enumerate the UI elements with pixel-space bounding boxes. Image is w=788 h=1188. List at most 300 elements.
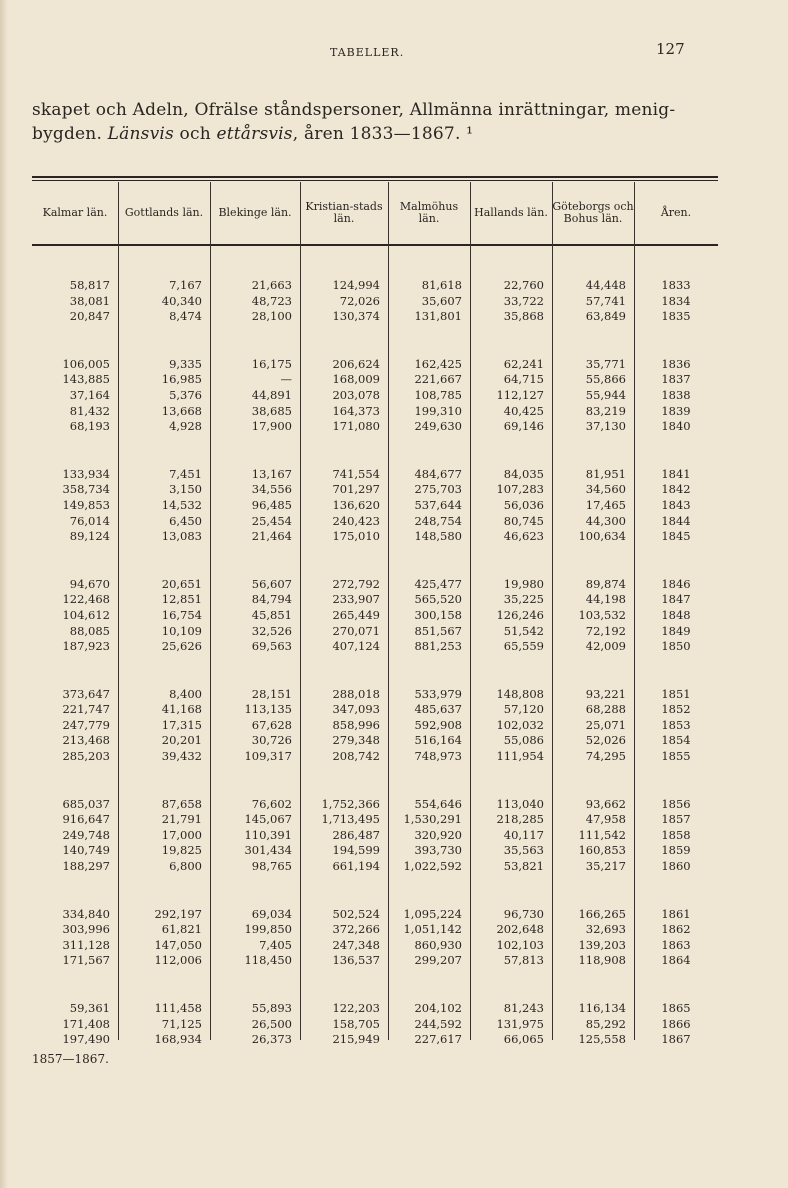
cell-gottland: 16,985 bbox=[161, 372, 202, 387]
cell-goteborg: 55,944 bbox=[585, 387, 626, 402]
cell-malmohus: 108,785 bbox=[414, 387, 462, 402]
table-row bbox=[32, 702, 718, 718]
cell-blekinge: 17,900 bbox=[251, 419, 292, 434]
cell-kristianstad: 286,487 bbox=[332, 827, 380, 842]
table-row bbox=[32, 859, 718, 875]
column-header-malmohus: Malmöhus län. bbox=[399, 200, 459, 225]
cell-kristianstad: 215,949 bbox=[332, 1032, 380, 1047]
cell-kalmar: 249,748 bbox=[62, 827, 110, 842]
cell-malmohus: 204,102 bbox=[414, 1001, 462, 1015]
cell-halland: 65,559 bbox=[503, 639, 544, 654]
cell-halland: 55,086 bbox=[503, 733, 544, 748]
cell-year: 1846 bbox=[661, 576, 691, 591]
table-row bbox=[32, 577, 718, 593]
cell-malmohus: 1,530,291 bbox=[403, 812, 462, 827]
cell-halland: 81,243 bbox=[503, 1001, 544, 1015]
cell-kristianstad: 372,266 bbox=[332, 922, 380, 937]
cell-gottland: 12,851 bbox=[161, 592, 202, 607]
cell-kalmar: 213,468 bbox=[62, 733, 110, 748]
cell-kristianstad: 72,026 bbox=[339, 293, 380, 308]
cell-gottland: 8,474 bbox=[169, 309, 202, 324]
caption-line-2: bygden. Länsvis och ettårsvis, åren 1833—1867. ¹ bbox=[32, 124, 474, 144]
table-row bbox=[32, 592, 718, 608]
cell-halland: 57,813 bbox=[503, 953, 544, 968]
cell-kristianstad: 124,994 bbox=[332, 278, 380, 292]
cell-kalmar: 171,567 bbox=[62, 953, 110, 968]
cell-blekinge: 301,434 bbox=[244, 843, 292, 858]
cell-kalmar: 303,996 bbox=[62, 922, 110, 937]
cell-gottland: 168,934 bbox=[154, 1032, 202, 1047]
cell-year: 1850 bbox=[661, 639, 691, 654]
cell-goteborg: 55,866 bbox=[585, 372, 626, 387]
table-row bbox=[32, 294, 718, 310]
table-row bbox=[32, 733, 718, 749]
cell-kristianstad: 122,203 bbox=[332, 1001, 380, 1015]
cell-year: 1843 bbox=[661, 497, 691, 512]
cell-halland: 113,040 bbox=[496, 796, 544, 811]
table-row bbox=[32, 419, 718, 435]
cell-kristianstad: 175,010 bbox=[332, 529, 380, 544]
cell-blekinge: 69,563 bbox=[251, 639, 292, 654]
cell-blekinge: 38,685 bbox=[251, 403, 292, 418]
cell-year: 1834 bbox=[661, 293, 691, 308]
cell-goteborg: 93,221 bbox=[585, 686, 626, 701]
table-row bbox=[32, 467, 718, 483]
cell-malmohus: 1,051,142 bbox=[403, 922, 462, 937]
column-header-kristianstad: Kristian-stads län. bbox=[305, 200, 383, 225]
cell-kristianstad: 130,374 bbox=[332, 309, 380, 324]
cell-kalmar: 373,647 bbox=[62, 686, 110, 701]
cell-goteborg: 72,192 bbox=[585, 623, 626, 638]
cell-kalmar: 88,085 bbox=[69, 623, 110, 638]
table-row bbox=[32, 1032, 718, 1048]
row-group bbox=[32, 357, 718, 435]
cell-goteborg: 44,198 bbox=[585, 592, 626, 607]
cell-malmohus: 300,158 bbox=[414, 607, 462, 622]
cell-halland: 218,285 bbox=[496, 812, 544, 827]
cell-halland: 102,103 bbox=[496, 937, 544, 952]
cell-goteborg: 83,219 bbox=[585, 403, 626, 418]
cell-year: 1856 bbox=[661, 796, 691, 811]
cell-kristianstad: 661,194 bbox=[332, 859, 380, 874]
cell-malmohus: 1,095,224 bbox=[403, 906, 462, 921]
cell-year: 1841 bbox=[661, 466, 691, 481]
cell-year: 1855 bbox=[661, 749, 691, 764]
cell-gottland: 13,668 bbox=[161, 403, 202, 418]
cell-kalmar: 358,734 bbox=[62, 482, 110, 497]
cell-halland: 102,032 bbox=[496, 717, 544, 732]
page-edge bbox=[0, 0, 8, 1188]
cell-kalmar: 76,014 bbox=[69, 513, 110, 528]
cell-malmohus: 249,630 bbox=[414, 419, 462, 434]
cell-blekinge: 26,500 bbox=[251, 1016, 292, 1031]
cell-goteborg: 89,874 bbox=[585, 576, 626, 591]
cell-kristianstad: 240,423 bbox=[332, 513, 380, 528]
cell-goteborg: 35,771 bbox=[585, 356, 626, 371]
cell-year: 1849 bbox=[661, 623, 691, 638]
column-header-blekinge: Blekinge län. bbox=[218, 206, 292, 219]
cell-kristianstad: 407,124 bbox=[332, 639, 380, 654]
cell-goteborg: 44,448 bbox=[585, 278, 626, 292]
cell-gottland: 20,201 bbox=[161, 733, 202, 748]
cell-blekinge: 16,175 bbox=[251, 356, 292, 371]
cell-gottland: 292,197 bbox=[154, 906, 202, 921]
cell-gottland: 6,800 bbox=[169, 859, 202, 874]
cell-blekinge: 30,726 bbox=[251, 733, 292, 748]
cell-year: 1833 bbox=[661, 278, 691, 292]
cell-halland: 111,954 bbox=[496, 749, 544, 764]
cell-year: 1835 bbox=[661, 309, 691, 324]
cell-malmohus: 592,908 bbox=[414, 717, 462, 732]
cell-gottland: 147,050 bbox=[154, 937, 202, 952]
cell-kalmar: 106,005 bbox=[62, 356, 110, 371]
cell-blekinge: 26,373 bbox=[251, 1032, 292, 1047]
table-row bbox=[32, 938, 718, 954]
cell-malmohus: 199,310 bbox=[414, 403, 462, 418]
cell-kristianstad: 168,009 bbox=[332, 372, 380, 387]
table-row bbox=[32, 843, 718, 859]
cell-gottland: 20,651 bbox=[161, 576, 202, 591]
cell-blekinge: 32,526 bbox=[251, 623, 292, 638]
data-table bbox=[32, 278, 718, 1080]
cell-blekinge: 118,450 bbox=[244, 953, 292, 968]
cell-gottland: 10,109 bbox=[161, 623, 202, 638]
cell-blekinge: 45,851 bbox=[251, 607, 292, 622]
cell-year: 1836 bbox=[661, 356, 691, 371]
cell-halland: 107,283 bbox=[496, 482, 544, 497]
cell-goteborg: 139,203 bbox=[578, 937, 626, 952]
cell-halland: 40,117 bbox=[503, 827, 544, 842]
cell-halland: 112,127 bbox=[496, 387, 544, 402]
cell-kalmar: 81,432 bbox=[69, 403, 110, 418]
cell-gottland: 7,167 bbox=[169, 278, 202, 292]
cell-halland: 57,120 bbox=[503, 702, 544, 717]
cell-halland: 35,225 bbox=[503, 592, 544, 607]
cell-gottland: 87,658 bbox=[161, 796, 202, 811]
row-group bbox=[32, 1001, 718, 1048]
cell-blekinge: 69,034 bbox=[251, 906, 292, 921]
cell-malmohus: 554,646 bbox=[414, 796, 462, 811]
cell-halland: 62,241 bbox=[503, 356, 544, 371]
cell-year: 1859 bbox=[661, 843, 691, 858]
cell-blekinge: 28,151 bbox=[251, 686, 292, 701]
cell-kristianstad: 136,620 bbox=[332, 497, 380, 512]
cell-blekinge: 25,454 bbox=[251, 513, 292, 528]
table-row bbox=[32, 828, 718, 844]
cell-halland: 202,648 bbox=[496, 922, 544, 937]
cell-year: 1844 bbox=[661, 513, 691, 528]
cell-goteborg: 63,849 bbox=[585, 309, 626, 324]
cell-kristianstad: 270,071 bbox=[332, 623, 380, 638]
cell-halland: 69,146 bbox=[503, 419, 544, 434]
cell-kristianstad: 136,537 bbox=[332, 953, 380, 968]
cell-blekinge: 199,850 bbox=[244, 922, 292, 937]
cell-year: 1848 bbox=[661, 607, 691, 622]
table-top-rule-thin bbox=[32, 180, 718, 181]
running-title: TABELLER. bbox=[330, 46, 405, 59]
table-row bbox=[32, 718, 718, 734]
cell-gottland: 41,168 bbox=[161, 702, 202, 717]
cell-kalmar: 38,081 bbox=[69, 293, 110, 308]
cell-malmohus: 533,979 bbox=[414, 686, 462, 701]
table-top-rule bbox=[32, 176, 718, 178]
cell-blekinge: 21,464 bbox=[251, 529, 292, 544]
table-row bbox=[32, 687, 718, 703]
cell-gottland: 9,335 bbox=[169, 356, 202, 371]
cell-goteborg: 85,292 bbox=[585, 1016, 626, 1031]
cell-year: 1847 bbox=[661, 592, 691, 607]
cell-halland: 33,722 bbox=[503, 293, 544, 308]
cell-goteborg: 34,560 bbox=[585, 482, 626, 497]
cell-blekinge: 84,794 bbox=[251, 592, 292, 607]
cell-kristianstad: 701,297 bbox=[332, 482, 380, 497]
cell-year: 1851 bbox=[661, 686, 691, 701]
cell-malmohus: 425,477 bbox=[414, 576, 462, 591]
row-group bbox=[32, 467, 718, 545]
cell-kalmar: 20,847 bbox=[69, 309, 110, 324]
cell-goteborg: 52,026 bbox=[585, 733, 626, 748]
cell-blekinge: 96,485 bbox=[251, 497, 292, 512]
cell-kristianstad: 279,348 bbox=[332, 733, 380, 748]
cell-year: 1853 bbox=[661, 717, 691, 732]
column-header-goteborg: Göteborgs och Bohus län. bbox=[552, 200, 634, 225]
table-row bbox=[32, 482, 718, 498]
cell-kalmar: 149,853 bbox=[62, 497, 110, 512]
cell-malmohus: 221,667 bbox=[414, 372, 462, 387]
cell-malmohus: 881,253 bbox=[414, 639, 462, 654]
table-row bbox=[32, 812, 718, 828]
cell-kalmar: 140,749 bbox=[62, 843, 110, 858]
cell-year: 1845 bbox=[661, 529, 691, 544]
cell-halland: 96,730 bbox=[503, 906, 544, 921]
cell-year: 1838 bbox=[661, 387, 691, 402]
cell-gottland: 112,006 bbox=[154, 953, 202, 968]
table-row bbox=[32, 797, 718, 813]
cell-blekinge: 56,607 bbox=[251, 576, 292, 591]
cell-gottland: 13,083 bbox=[161, 529, 202, 544]
cell-year: 1840 bbox=[661, 419, 691, 434]
cell-year: 1857 bbox=[661, 812, 691, 827]
cell-goteborg: 25,071 bbox=[585, 717, 626, 732]
cell-gottland: 61,821 bbox=[161, 922, 202, 937]
cell-kalmar: 89,124 bbox=[69, 529, 110, 544]
cell-goteborg: 118,908 bbox=[578, 953, 626, 968]
cell-malmohus: 516,164 bbox=[414, 733, 462, 748]
cell-blekinge: 76,602 bbox=[251, 796, 292, 811]
cell-gottland: 14,532 bbox=[161, 497, 202, 512]
cell-kristianstad: 171,080 bbox=[332, 419, 380, 434]
cell-blekinge: 44,891 bbox=[251, 387, 292, 402]
cell-kristianstad: 247,348 bbox=[332, 937, 380, 952]
table-row bbox=[32, 278, 718, 294]
cell-malmohus: 320,920 bbox=[414, 827, 462, 842]
cell-gottland: 6,450 bbox=[169, 513, 202, 528]
cell-kalmar: 188,297 bbox=[62, 859, 110, 874]
cell-blekinge: 109,317 bbox=[244, 749, 292, 764]
cell-gottland: 7,451 bbox=[169, 466, 202, 481]
cell-kalmar: 37,164 bbox=[69, 387, 110, 402]
cell-blekinge: 110,391 bbox=[244, 827, 292, 842]
cell-year: 1866 bbox=[661, 1016, 691, 1031]
table-caption bbox=[32, 98, 732, 146]
cell-malmohus: 393,730 bbox=[414, 843, 462, 858]
cell-goteborg: 42,009 bbox=[585, 639, 626, 654]
cell-blekinge: 34,556 bbox=[251, 482, 292, 497]
cell-year: 1864 bbox=[661, 953, 691, 968]
cell-gottland: 16,754 bbox=[161, 607, 202, 622]
table-row bbox=[32, 514, 718, 530]
cell-kalmar: 94,670 bbox=[69, 576, 110, 591]
table-row bbox=[32, 404, 718, 420]
cell-goteborg: 37,130 bbox=[585, 419, 626, 434]
cell-kalmar: 247,779 bbox=[62, 717, 110, 732]
cell-kalmar: 334,840 bbox=[62, 906, 110, 921]
cell-gottland: 17,000 bbox=[161, 827, 202, 842]
cell-blekinge: 145,067 bbox=[244, 812, 292, 827]
cell-malmohus: 537,644 bbox=[414, 497, 462, 512]
table-row bbox=[32, 1017, 718, 1033]
cell-halland: 51,542 bbox=[503, 623, 544, 638]
cell-goteborg: 32,693 bbox=[585, 922, 626, 937]
cell-goteborg: 93,662 bbox=[585, 796, 626, 811]
cell-kalmar: 916,647 bbox=[62, 812, 110, 827]
cell-malmohus: 162,425 bbox=[414, 356, 462, 371]
column-header-kalmar: Kalmar län. bbox=[42, 206, 108, 219]
cell-halland: 148,808 bbox=[496, 686, 544, 701]
cell-gottland: 8,400 bbox=[169, 686, 202, 701]
cell-halland: 80,745 bbox=[503, 513, 544, 528]
cell-year: 1861 bbox=[661, 906, 691, 921]
cell-halland: 84,035 bbox=[503, 466, 544, 481]
cell-gottland: 25,626 bbox=[161, 639, 202, 654]
cell-kalmar: 171,408 bbox=[62, 1016, 110, 1031]
cell-kristianstad: 288,018 bbox=[332, 686, 380, 701]
cell-kristianstad: 203,078 bbox=[332, 387, 380, 402]
cell-blekinge: 55,893 bbox=[251, 1001, 292, 1015]
cell-kristianstad: 206,624 bbox=[332, 356, 380, 371]
cell-blekinge: 113,135 bbox=[244, 702, 292, 717]
table-row bbox=[32, 922, 718, 938]
cell-goteborg: 125,558 bbox=[578, 1032, 626, 1047]
cell-blekinge: 28,100 bbox=[251, 309, 292, 324]
cell-kalmar: 122,468 bbox=[62, 592, 110, 607]
cell-goteborg: 100,634 bbox=[578, 529, 626, 544]
cell-halland: 19,980 bbox=[503, 576, 544, 591]
column-header-gottland: Gottlands län. bbox=[124, 206, 204, 219]
cell-goteborg: 111,542 bbox=[578, 827, 626, 842]
row-group bbox=[32, 278, 718, 325]
cell-goteborg: 17,465 bbox=[585, 497, 626, 512]
cell-gottland: 4,928 bbox=[169, 419, 202, 434]
cell-kristianstad: 208,742 bbox=[332, 749, 380, 764]
cell-halland: 53,821 bbox=[503, 859, 544, 874]
cell-halland: 35,563 bbox=[503, 843, 544, 858]
cell-year: 1867 bbox=[661, 1032, 691, 1047]
cell-year: 1839 bbox=[661, 403, 691, 418]
cell-blekinge: — bbox=[280, 372, 292, 387]
cell-goteborg: 166,265 bbox=[578, 906, 626, 921]
column-header-year: Åren. bbox=[660, 206, 692, 219]
cell-blekinge: 98,765 bbox=[251, 859, 292, 874]
cell-kristianstad: 502,524 bbox=[332, 906, 380, 921]
cell-kalmar: 187,923 bbox=[62, 639, 110, 654]
cell-malmohus: 860,930 bbox=[414, 937, 462, 952]
cell-kalmar: 104,612 bbox=[62, 607, 110, 622]
cell-halland: 22,760 bbox=[503, 278, 544, 292]
cell-goteborg: 47,958 bbox=[585, 812, 626, 827]
cell-kristianstad: 164,373 bbox=[332, 403, 380, 418]
cell-year: 1865 bbox=[661, 1001, 691, 1015]
cell-kalmar: 221,747 bbox=[62, 702, 110, 717]
table-row bbox=[32, 639, 718, 655]
cell-blekinge: 21,663 bbox=[251, 278, 292, 292]
cell-gottland: 21,791 bbox=[161, 812, 202, 827]
cell-kristianstad: 347,093 bbox=[332, 702, 380, 717]
cell-halland: 64,715 bbox=[503, 372, 544, 387]
cell-malmohus: 227,617 bbox=[414, 1032, 462, 1047]
cell-year: 1852 bbox=[661, 702, 691, 717]
page-number: 127 bbox=[656, 40, 685, 58]
cell-halland: 40,425 bbox=[503, 403, 544, 418]
cell-kalmar: 311,128 bbox=[62, 937, 110, 952]
cell-blekinge: 48,723 bbox=[251, 293, 292, 308]
cell-halland: 35,868 bbox=[503, 309, 544, 324]
cell-kristianstad: 741,554 bbox=[332, 466, 380, 481]
cell-gottland: 111,458 bbox=[154, 1001, 202, 1015]
cell-year: 1860 bbox=[661, 859, 691, 874]
cell-goteborg: 160,853 bbox=[578, 843, 626, 858]
cell-gottland: 40,340 bbox=[161, 293, 202, 308]
cell-year: 1842 bbox=[661, 482, 691, 497]
cell-goteborg: 74,295 bbox=[585, 749, 626, 764]
table-row bbox=[32, 357, 718, 373]
footnote: 1857—1867. bbox=[32, 1052, 109, 1066]
cell-gottland: 39,432 bbox=[161, 749, 202, 764]
cell-malmohus: 35,607 bbox=[421, 293, 462, 308]
cell-kristianstad: 158,705 bbox=[332, 1016, 380, 1031]
cell-malmohus: 244,592 bbox=[414, 1016, 462, 1031]
cell-gottland: 5,376 bbox=[169, 387, 202, 402]
cell-halland: 126,246 bbox=[496, 607, 544, 622]
cell-malmohus: 148,580 bbox=[414, 529, 462, 544]
cell-goteborg: 57,741 bbox=[585, 293, 626, 308]
cell-year: 1837 bbox=[661, 372, 691, 387]
cell-year: 1862 bbox=[661, 922, 691, 937]
cell-malmohus: 299,207 bbox=[414, 953, 462, 968]
cell-gottland: 71,125 bbox=[161, 1016, 202, 1031]
cell-malmohus: 851,567 bbox=[414, 623, 462, 638]
cell-blekinge: 13,167 bbox=[251, 466, 292, 481]
cell-kalmar: 58,817 bbox=[69, 278, 110, 292]
cell-goteborg: 35,217 bbox=[585, 859, 626, 874]
cell-kalmar: 197,490 bbox=[62, 1032, 110, 1047]
cell-malmohus: 1,022,592 bbox=[403, 859, 462, 874]
cell-kristianstad: 265,449 bbox=[332, 607, 380, 622]
cell-gottland: 17,315 bbox=[161, 717, 202, 732]
table-row bbox=[32, 1001, 718, 1017]
cell-malmohus: 81,618 bbox=[421, 278, 462, 292]
cell-year: 1863 bbox=[661, 937, 691, 952]
cell-kalmar: 68,193 bbox=[69, 419, 110, 434]
row-group bbox=[32, 797, 718, 875]
cell-kristianstad: 272,792 bbox=[332, 576, 380, 591]
cell-kalmar: 285,203 bbox=[62, 749, 110, 764]
table-row bbox=[32, 498, 718, 514]
cell-malmohus: 131,801 bbox=[414, 309, 462, 324]
cell-goteborg: 68,288 bbox=[585, 702, 626, 717]
cell-kalmar: 143,885 bbox=[62, 372, 110, 387]
cell-kristianstad: 233,907 bbox=[332, 592, 380, 607]
